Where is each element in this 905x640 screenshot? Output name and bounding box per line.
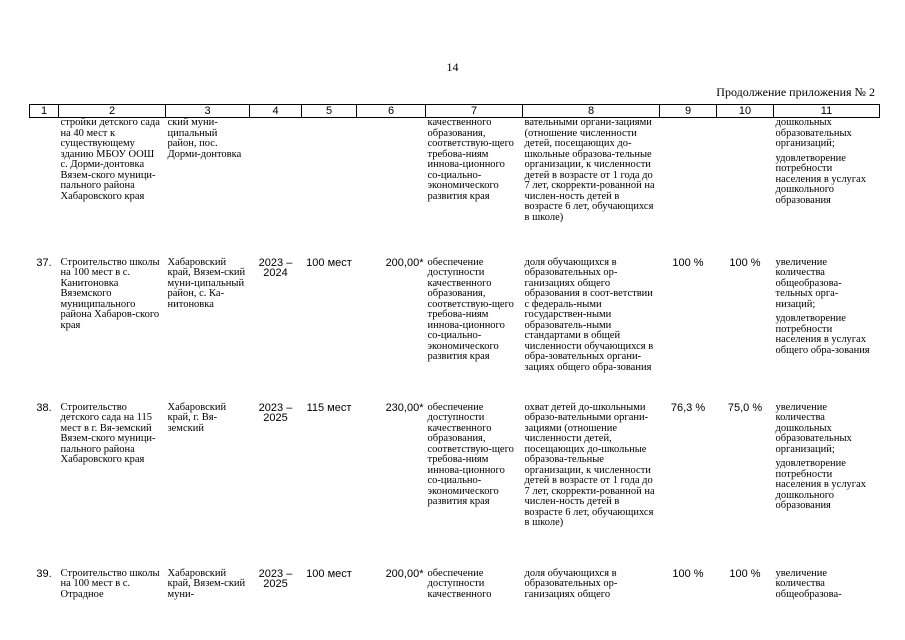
effect-line: дошкольных образовательных организаций; xyxy=(775,117,852,149)
appendix-caption: Продолжение приложения № 2 xyxy=(716,85,875,99)
header-cell: 7 xyxy=(426,105,523,118)
indicator: вательными органи-зациями (отношение численности детей, посещающих до-школьные образова-тельные организации, к численности детей в возрасте от 1 года до 7 лет, скорректи-рованной на числен-ность детей в возрасте 6 лет, обучающихся в школе) xyxy=(524,117,655,223)
object-location: ский муни-ципальный район, пос. Дорми-донтовка xyxy=(167,117,242,160)
cost: 230,00* xyxy=(385,401,424,414)
object-name: Строительство детского сада на 115 мест в г. Вя-земский Вязем-ского муници-пального района Хабаровского края xyxy=(60,401,156,465)
capacity: 100 мест xyxy=(306,256,352,269)
header-cell: 2 xyxy=(59,105,166,118)
capacity xyxy=(302,118,357,258)
indicator: доля обучающихся в образовательных ор-ганизациях общего xyxy=(524,567,618,600)
indicator: охват детей до-школьными образо-вательными органи-зациями (отношение численности детей, посещающих до-школьные образова-тельные организации, к численности детей в возрасте от 1 года до 7 лет, скорректи-рованной на числен-ность детей в возрасте 6 лет, обучающихся в школе) xyxy=(524,401,655,528)
target-value: 75,0 % xyxy=(727,401,763,414)
header-cell: 10 xyxy=(717,105,774,118)
table-row xyxy=(30,403,880,569)
row-number: 38. xyxy=(36,401,52,414)
header-cell: 11 xyxy=(774,105,880,118)
object-name: стройки детского сада на 40 мест к существующему зданию МБОУ ООШ с. Дорми-донтовка Вязем-ского муници-пального района Хабаровского края xyxy=(60,117,160,202)
cost: 200,00* xyxy=(385,256,424,269)
header-cell: 3 xyxy=(166,105,250,118)
indicator-value: 100 % xyxy=(672,567,704,580)
capacity: 100 мест xyxy=(306,567,352,580)
header-cell: 5 xyxy=(302,105,357,118)
indicator: доля обучающихся в образовательных ор-ганизациях общего образования в соот-ветствии с федераль-ными государствен-ными образователь-ными стандартами в общей численности обучающихся в обра-зовательных органи-зациях общего обра-зования xyxy=(524,256,654,373)
row-number xyxy=(30,118,59,258)
header-cell: 4 xyxy=(250,105,302,118)
header-cell: 1 xyxy=(30,105,59,118)
cost: 200,00* xyxy=(385,567,424,580)
indicator-value xyxy=(660,118,717,258)
row-number: 37. xyxy=(36,256,52,269)
capacity: 115 мест xyxy=(306,401,352,414)
effect-line: увеличение количества дошкольных образовательных организаций; xyxy=(775,401,852,455)
expected-effect xyxy=(774,118,880,258)
row-number: 39. xyxy=(36,567,52,580)
effect-line: увеличение количества общеобразова-тельных орга-низаций; xyxy=(775,256,842,310)
header-cell: 6 xyxy=(357,105,426,118)
target-value xyxy=(717,118,774,258)
object-name: Строительство школы на 100 мест в с. Отрадное xyxy=(60,567,160,600)
expected-effect xyxy=(774,403,880,569)
purpose: обеспечение доступности качественного образования, соответствую-щего требова-ниям иннова-ционного со-циально-экономического развития края xyxy=(427,401,514,507)
header-row xyxy=(30,105,880,118)
effect-line: удовлетворение потребности населения в услугах общего обра-зования xyxy=(775,313,870,356)
object-location: Хабаровский край, Вязем-ский муни-ципальный район, с. Ка-нитоновка xyxy=(167,256,246,310)
effect-line: удовлетворение потребности населения в услугах дошкольного образования xyxy=(775,458,867,511)
object-location: Хабаровский край, г. Вя-земский xyxy=(167,401,227,434)
purpose: обеспечение доступности качественного образования, соответствую-щего требова-ниям иннова-ционного со-циально-экономического развития края xyxy=(427,256,514,362)
indicator-value: 100 % xyxy=(672,256,704,269)
target-value: 100 % xyxy=(729,256,761,269)
header-cell: 8 xyxy=(523,105,660,118)
construction-period: 2023 – 2025 xyxy=(258,567,293,590)
page-number: 14 xyxy=(446,60,459,74)
expected-effect xyxy=(774,569,880,609)
object-name: Строительство школы на 100 мест в с. Канитоновка Вяземского муниципального района Хабаров-ского края xyxy=(60,256,160,331)
construction-period: 2023 – 2025 xyxy=(258,401,293,424)
header-cell: 9 xyxy=(660,105,717,118)
purpose: качественного образования, соответствую-щего требова-ниям иннова-ционного со-циально-экономического развития края xyxy=(427,117,514,202)
effect-line: увеличение количества общеобразова- xyxy=(775,567,842,600)
construction-period: 2023 – 2024 xyxy=(258,256,293,279)
appendix-table xyxy=(29,104,880,609)
target-value: 100 % xyxy=(729,567,761,580)
indicator-value: 76,3 % xyxy=(670,401,706,414)
table-row xyxy=(30,569,880,609)
table-row xyxy=(30,118,880,258)
purpose: обеспечение доступности качественного xyxy=(427,567,492,600)
construction-period xyxy=(250,118,302,258)
object-location: Хабаровский край, Вязем-ский муни- xyxy=(167,567,246,600)
expected-effect xyxy=(774,258,880,403)
effect-line: удовлетворение потребности населения в услугах дошкольного образования xyxy=(775,152,867,206)
table-row xyxy=(30,258,880,403)
cost xyxy=(357,118,426,258)
